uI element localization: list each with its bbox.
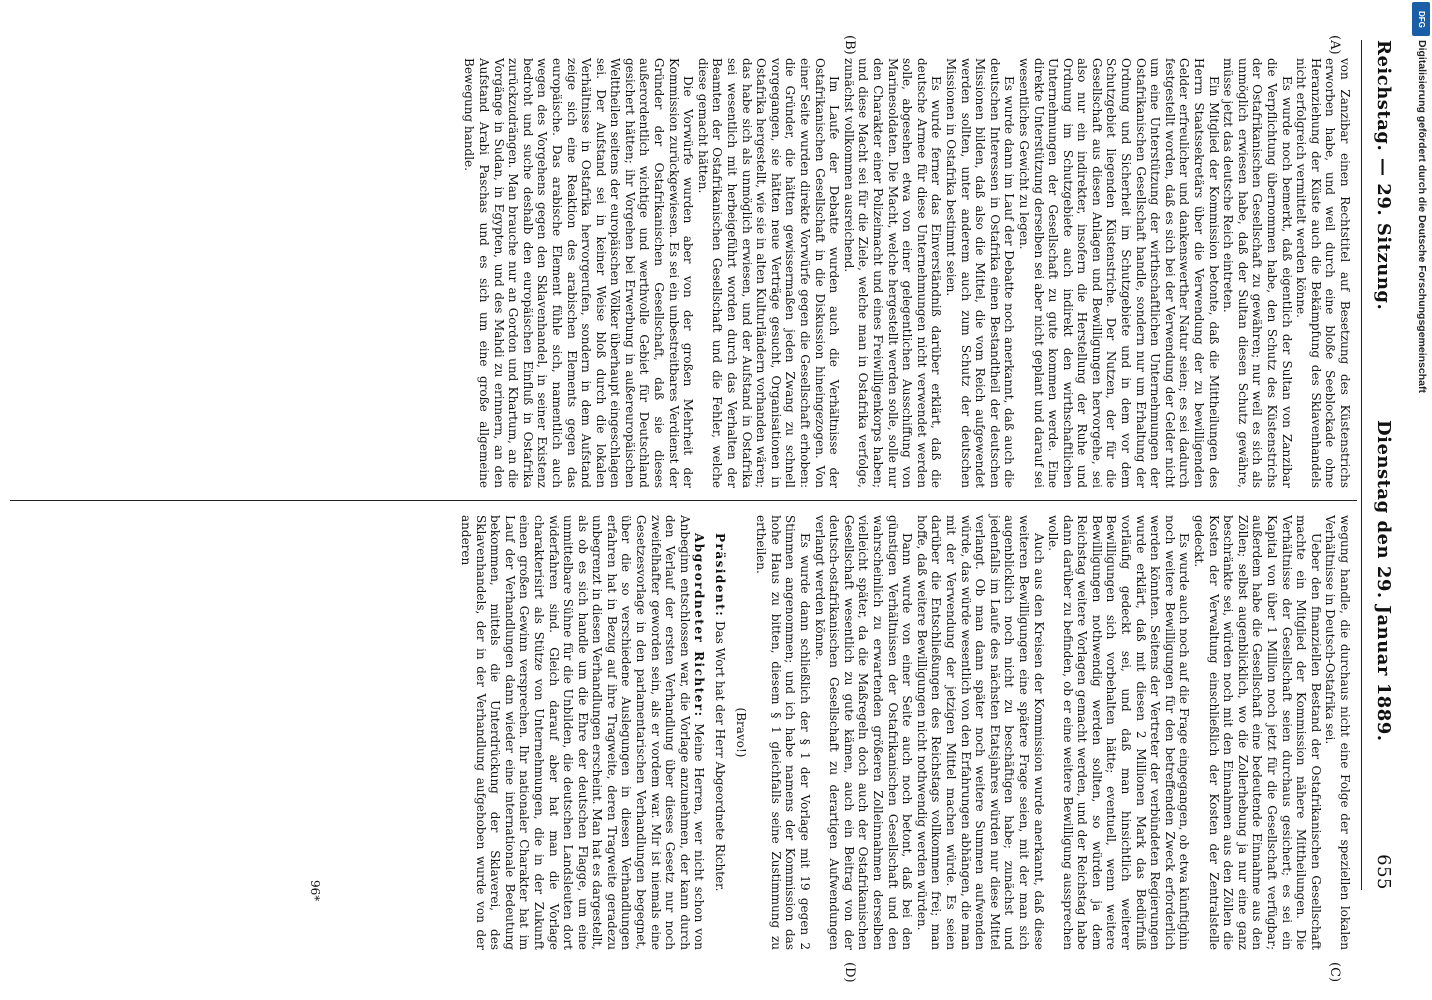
paragraph: Es wurde auch noch auf die Frage eingegangen, ob etwa künftighin noch weitere Bewilligungen für den betreffenden Zweck erforderlich werden könnten. Seitens der Vertreter der verbündeten Regierungen wurde erklärt, daß mit diesen 2 Millionen Mark das Bedürfniß vorläufig gedeckt sei, und daß man hinsichtlich weiterer Bewilligungen sich vorbehalten hätte; eventuell, wenn weitere Bewilligungen nothwendig werden sollten, so würden ja dem Reichstag weitere Vorlagen gemacht werden, und der Reichstag habe dann darüber zu befinden, ob er eine weitere Bewilligung aussprechen wolle.: [1046, 515, 1192, 950]
left-column: [462, 58, 1352, 488]
paragraph: Es wurde dann im Lauf der Debatte noch anerkannt, daß auch die deutschen Interessen in Ostafrika einen Bestandtheil der deutschen Missionen bilden, daß also die Mittel, die vom Reich aufgewendet werden sollten, unter anderem auch zum Schutz der deutschen Missionen in Ostafrika bestimmt seien.: [943, 58, 1017, 488]
header-date: Dienstag den 29. Januar 1889.: [1373, 420, 1394, 742]
header-session: Reichstag. — 29. Sitzung.: [1373, 40, 1394, 311]
margin-label-d: (D): [842, 962, 857, 983]
margin-label-c: (C): [1327, 962, 1342, 983]
paragraph: Ueber den finanziellen Bestand der Ostafrikanischen Gesellschaft machte ein Mitglied der Kommission nähere Mittheilungen. Die Verhältnisse der Gesellschaft seien durchaus gesichert; es sei ein Kapital von über 1 Million noch jetzt für die Gesellschaft verfügbar; außerdem habe die Gesellschaft eine bedeutende Einnahme aus den Zöllen; selbst augenblicklich, wo die Zollerhebung ja nur eine ganz beschränkte sei, würden noch mit den Einnahmen aus den Zöllen die Kosten der Verwaltung einschließlich der Kosten der Zentralstelle gedeckt.: [1192, 515, 1323, 950]
page-signature: 96*: [308, 880, 322, 902]
bravo-remark: (Bravo!): [733, 707, 748, 758]
margin-label-b: (B): [842, 35, 857, 55]
speaker-president: Präsident:: [713, 533, 728, 618]
paragraph: Dann wurde von einer Seite auch noch betont, daß bei den günstigen Verhältnissen der Ostafrikanischen Gesellschaft und den wahrscheinlich zu erwartenden größeren Zolleinnahmen derselben vielleicht später, da die Maßregeln doch auch der Ostafrikanischen Gesellschaft wesentlich zu gute kämen, auch ein Beitrag von der deutsch-ostafrikanischen Gesellschaft zu derartigen Aufwendungen verlangt werden könne.: [812, 515, 915, 950]
paragraph: von Zanzibar einen Rechtstitel auf Besetzung des Küstenstrichs erworben habe, und weil durch eine bloße Seeblockade ohne Heranziehung der Küste auch die Bekämpfung des Sklavenhandels nicht erfolgreich vermittelt werden könne.: [1294, 58, 1352, 488]
header-rule: [1361, 40, 1362, 890]
margin-label-a: (A): [1327, 35, 1342, 55]
paragraph: wegung handle, die durchaus nicht eine Folge der speziellen lokalen Verhältnisse in Deutsch-Ostafrika sei.: [1323, 515, 1352, 950]
page-header: [1362, 40, 1402, 890]
richter-text: Meine Herren, wer nicht schon von Anbeginn entschlossen war, die Vorlage anzunehmen, der kann durch den Verlauf der ersten Verhandlung über dieses Gesetz nur noch zweifelhafter geworden sein, als er vordem war. Mir ist niemals eine Gesetzesvorlage in den parlamentarischen Verhandlungen begegnet, über die so verschiedene Auslegungen in diesen Verhandlungen erfahren hat in Bezug auf ihre Tragweite, deren Tragweite geradezu unbegrenzt in diesen Verhandlungen erscheint. Man hat es dargestellt, als ob es sich handle um die Ehre der deutschen Flagge, um eine unmittelbare Sühne für die Unbilden, die deutschen Landsleuten dort widerfahren sind. Gleich darauf aber hat man die Vorlage charakterisirt als Stütze von Unternehmungen, die in der Zukunft einen großen Gewinn versprechen. Ihr nationaler Charakter hat im Lauf der Verhandlungen dann wieder eine internationale Bedeutung bekommen, mittels die Unterdrückung der Sklaverei, des Sklavenhandels, der in der Verhandlung aufgehoben wurde von der anderen: [458, 515, 707, 950]
right-column: [458, 515, 1352, 950]
column-divider: [10, 500, 1357, 501]
credit-text: Digitalisierung gefördert durch die Deutsche Forschungsgemeinschaft: [1416, 40, 1428, 393]
paragraph: Es wurde noch bemerkt, daß eigentlich der Sultan von Zanzibar die Verpflichtung übernommen habe, den Schutz des Küstenstrichs der Ostafrikanischen Gesellschaft zu gewähren; nur weil es sich als unmöglich erwiesen habe, daß der Sultan diesen Schutz gewähre, müsse jetzt das deutsche Reich eintreten.: [1221, 58, 1294, 488]
paragraph: Ein Mitglied der Kommission betonte, daß die Mittheilungen des Herrn Staatssekretärs über die Verwendung der zu bewilligenden Gelder erfreulicher und dankenswerther Natur seien; es sei dadurch festgestellt worden, daß es sich bei der Verwendung der Gelder nicht um eine Unterstützung der wirthschaftlichen Unternehmungen der Ostafrikanischen Gesellschaft handle, sondern nur um Erhaltung der Ordnung und Sicherheit im Schutzgebiete und in dem vor dem Schutzgebiet liegenden Küstenstriche. Der Nutzen, der für die Gesellschaft aus diesen Anlagen und Bewilligungen hervorgehe, sei also nur ein indirekter, insofern die Herstellung der Ruhe und Ordnung im Schutzgebiete auch indirekt den wirthschaftlichen Unternehmungen der Gesellschaft zu gute kommen werde. Eine direkte Unterstützung derselben sei aber nicht geplant und darauf sei wesentliches Gewicht zu legen.: [1016, 58, 1221, 488]
paragraph: Auch aus den Kreisen der Kommission wurde anerkannt, daß diese weiteren Bewilligungen eine spätere Frage seien, mit der man sich augenblicklich noch nicht zu beschäftigen habe; zunächst und jedenfalls im Laufe des nächsten Etatsjahres würden nur diese Mittel verlangt. Ob man dann später noch weitere Summen aufwenden würde, das würde wesentlich von den Erfahrungen abhängen, die man mit der Verwendung der jetzigen Mittel machen würde. Es seien darüber die Entschließungen des Reichstags vollkommen frei; man hoffe, daß weitere Bewilligungen nicht nothwendig werden würden.: [914, 515, 1046, 950]
richter-paragraph: [458, 515, 706, 950]
paragraph: Die Vorwürfe wurden aber von der großen Mehrheit der Kommission zurückgewiesen. Es sei ein unbestreitbares Verdienst der Gründer der Ostafrikanischen Gesellschaft, daß sie dieses außerordentlich wichtige und werthvolle Gebiet für Deutschland gesichert hätten; ihr Vorgehen bei Erwerbung in außereuropäischen Welttheilen seitens der europäischen Völker überhaupt eingeschlagen sei. Der Aufstand sei in keiner Weise bloß durch die lokalen Verhältnisse in Ostafrika hervorgerufen, sondern in dem Aufstand zeige sich eine Reaktion des arabischen Elements gegen das europäische. Das arabische Element fühle sich, namentlich auch wegen des Vorgehens gegen den Sklavenhandel, in seiner Existenz bedroht und suche deshalb den europäischen Einfluß in Ostafrika zurückzudrängen. Man brauche nur an Gordon und Khartum, an die Vorgänge in Sudan, in Egypten, und des Mahdi zu erinnern, an den Aufstand Arabi Paschas und es sich um eine große allgemeine Bewegung handle.: [462, 58, 696, 488]
paragraph: Im Laufe der Debatte wurden auch die Verhältnisse der Ostafrikanischen Gesellschaft in die Diskussion hineingezogen. Von einer Seite wurden direkte Vorwürfe gegen die Gesellschaft erhoben: die Gründer, die hätten gewissermaßen jeden Zwang zu schnell vorgegangen, sie hätten neue Verträge gesucht, Organisationen in Ostafrika hergestellt, wie sie in alten Kulturländern vorhanden wären; das habe sich als unmöglich erwiesen, und der Aufstand in Ostafrika sei wesentlich mit herbeigeführt worden durch das Verhalten der Beamten der Ostafrikanischen Gesellschaft und die Fehler, welche diese gemacht hätten.: [695, 58, 842, 488]
speaker-richter: Abgeordneter Richter:: [692, 533, 707, 718]
paragraph: Es wurde dann schließlich der § 1 der Vorlage mit 19 gegen 2 Stimmen angenommen; und ich habe namens der Kommission das hohe Haus zu bitten, diesem § 1 gleichfalls seine Zustimmung zu ertheilen.: [754, 515, 813, 950]
president-paragraph: [712, 515, 727, 950]
paragraph: Es wurde ferner das Einverständniß darüber erklärt, daß die deutsche Armee für diese Unternehmungen nicht verwendet werden solle, abgesehen etwa von einer gelegentlichen Ausschiffung von Marinesoldaten. Die Macht, welche hergestellt werden solle, solle nur den Charakter einer Polizeimacht und eines Freiwilligenkorps haben; und diese Macht sei für die Ziele, welche man in Ostafrika verfolge, zunächst vollkommen ausreichend.: [841, 58, 944, 488]
page-number: 655: [1373, 854, 1394, 890]
president-text: Das Wort hat der Herr Abgeordnete Richter.: [713, 621, 728, 892]
dfg-logo: DFG: [1412, 2, 1430, 36]
credit-strip: [1410, 0, 1432, 1000]
